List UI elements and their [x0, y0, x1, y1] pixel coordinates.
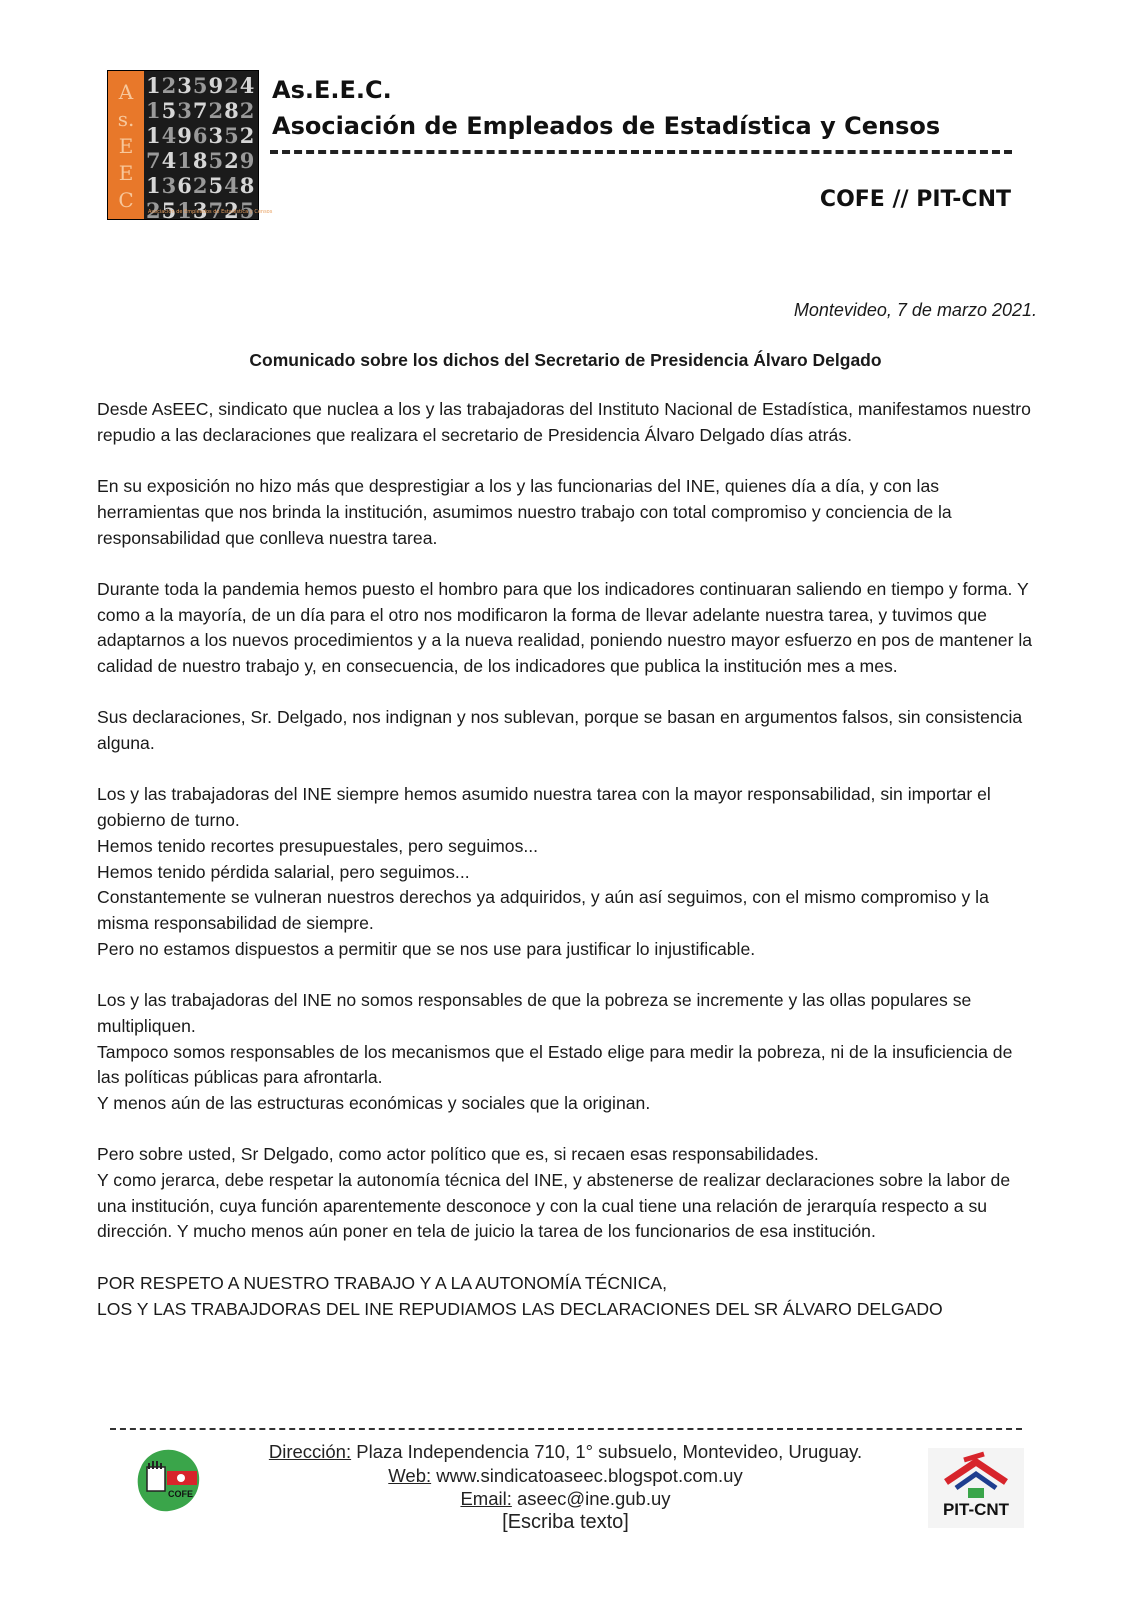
- letter-body: [97, 397, 1037, 1348]
- logo-vertical-letters: A s. E E C: [117, 80, 135, 212]
- letter-date: Montevideo, 7 de marzo 2021.: [793, 300, 1037, 320]
- email-value[interactable]: aseec@ine.gub.uy: [517, 1488, 671, 1509]
- org-name: Asociación de Empleados de Estadística y Censos: [272, 112, 941, 140]
- paragraph: En su exposición no hizo más que desprestigiar a los y las funcionarias del INE, quienes día a día, y con las herramientas que nos brinda la institución, asumimos nuestro trabajo con total compromiso y conciencia de la responsabilidad que conlleva nuestra tarea.: [97, 476, 952, 548]
- pit-cnt-logo-text: PIT-CNT: [942, 1500, 1010, 1519]
- address-value: Plaza Independencia 710, 1° subsuelo, Montevideo, Uruguay.: [356, 1441, 863, 1462]
- web-value[interactable]: www.sindicatoaseec.blogspot.com.uy: [436, 1464, 743, 1486]
- cofe-logo-text: COFE: [168, 1489, 194, 1499]
- aseec-logo: [107, 70, 273, 223]
- logo-tagline: Asociación de Empleados de Estadística y Censos: [148, 209, 273, 215]
- footer-placeholder: [Escriba texto]: [502, 1510, 629, 1533]
- org-acronym: As.E.E.C.: [272, 76, 392, 104]
- paragraph: Desde AsEEC, sindicato que nuclea a los y las trabajadoras del Instituto Nacional de Estadística, manifestamos nuestro repudio a las declaraciones que realizara el secretario de Presidencia Álvaro Delgado días atrás.: [97, 399, 1031, 445]
- paragraph: Los y las trabajadoras del INE no somos responsables de que la pobreza se incremente y las ollas populares se multipliquen. Tampoco somos responsables de los mecanismos que el Estado elige para medir la pobreza, ni de la insuficiencia de las políticas públicas para afrontarla. Y menos aún de las estructuras económicas y sociales que la originan.: [97, 990, 1013, 1113]
- paragraph: Durante toda la pandemia hemos puesto el hombro para que los indicadores continuaran saliendo en tiempo y forma. Y como a la mayoría, de un día para el otro nos modificaron la forma de llevar adelante nuestra tarea, y tuvimos que adaptarnos a los nuevos procedimientos y a la nueva realidad, poniendo nuestro mayor esfuerzo en pos de mantener la calidad de nuestro trabajo y, en consecuencia, de los indicadores que publica la institución mes a mes.: [97, 578, 1033, 676]
- email-label: Email:: [460, 1488, 512, 1509]
- header-divider: [270, 150, 1012, 158]
- web-label: Web:: [388, 1464, 432, 1486]
- logo-digit-mosaic: 123592415372821496352741852913625482513725: [146, 73, 256, 223]
- address-label: Dirección:: [268, 1441, 352, 1462]
- affiliation: COFE // PIT-CNT: [819, 187, 1011, 212]
- paragraph: Pero sobre usted, Sr Delgado, como actor político que es, si recaen esas responsabilidades. Y como jerarca, debe respetar la autonomía técnica del INE, y abstenerse de realizar declaraciones sobre la labor de una institución, cuya función aparentemente desconoce y con la cual tiene una relación de jerarquía respecto a su dirección. Y mucho menos aún poner en tela de juicio la tarea de los funcionarios de esa institución.: [97, 1144, 1011, 1242]
- closing-slogan: POR RESPETO A NUESTRO TRABAJO Y A LA AUTONOMÍA TÉCNICA, LOS Y LAS TRABAJDORAS DEL INE REPUDIAMOS LAS DECLARACIONES DEL SR ÁLVARO DELGADO: [97, 1272, 943, 1319]
- paragraph: Sus declaraciones, Sr. Delgado, nos indignan y nos sublevan, porque se basan en argumentos falsos, sin consistencia alguna.: [97, 707, 1023, 754]
- letter-title: Comunicado sobre los dichos del Secretario de Presidencia Álvaro Delgado: [249, 350, 882, 370]
- paragraph: Los y las trabajadoras del INE siempre hemos asumido nuestra tarea con la mayor responsabilidad, sin importar el gobierno de turno. Hemos tenido recortes presupuestales, pero seguimos... Hemos tenido pérdida salarial, pero seguimos... Constantemente se vulneran nuestros derechos ya adquiridos, y aún así seguimos, con el mismo compromiso y la misma responsabilidad de siempre. Pero no estamos dispuestos a permitir que se nos use para justificar lo injustificable.: [97, 784, 991, 959]
- footer-divider: [110, 1428, 1022, 1430]
